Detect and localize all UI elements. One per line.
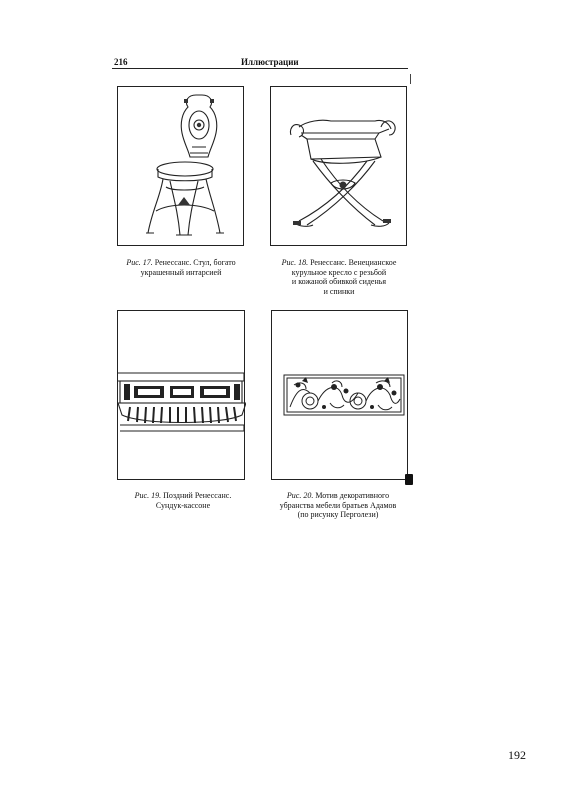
header-rule — [112, 68, 408, 69]
figure-19-label: Рис. 19. — [134, 491, 162, 500]
figure-18-caption-line-1: Ренессанс. Венецианское — [310, 258, 397, 267]
figure-20-caption-line-2: убранства мебели братьев Адамов — [279, 500, 397, 510]
figure-19-frame — [117, 310, 245, 480]
figure-18-caption-line-3: и кожаной обивкой сиденья — [291, 277, 387, 286]
figure-18-caption-line-4: и спинки — [323, 286, 355, 296]
figure-18-caption — [263, 258, 415, 296]
scan-blot — [405, 474, 413, 485]
figure-18-label: Рис. 18. — [281, 258, 309, 267]
figure-19-caption — [108, 491, 258, 510]
figure-20-label: Рис. 20. — [286, 491, 314, 500]
renaissance-chair-illustration — [118, 87, 245, 247]
figure-20-caption-line-3: (по рисунку Перголези) — [297, 510, 379, 519]
figure-17-caption — [106, 258, 256, 277]
figure-17-frame — [117, 86, 244, 246]
curule-chair-illustration — [271, 87, 408, 247]
figure-19-caption-line-2: Сундук-кассоне — [155, 500, 211, 510]
cassone-chest-illustration — [118, 311, 246, 481]
figure-17-label: Рис. 17. — [126, 258, 153, 267]
figure-18-caption-line-2: курульное кресло с резьбой — [291, 267, 387, 277]
folio-page-number: 192 — [508, 748, 526, 762]
figure-20-caption — [262, 491, 414, 520]
figure-17-caption-line-1: Ренессанс. Стул, богато — [154, 258, 236, 267]
figure-20-frame — [271, 310, 408, 480]
figure-20-caption-line-1: Мотив декоративного — [315, 491, 390, 500]
figure-18-frame — [270, 86, 407, 246]
figure-19-caption-line-1: Поздний Ренессанс. — [163, 491, 232, 500]
header-section-title: Иллюстрации — [241, 57, 299, 67]
header-page-number: 216 — [114, 57, 128, 67]
scan-mark — [410, 74, 411, 84]
figure-17-caption-line-2: украшенный интарсией — [140, 267, 222, 277]
ornament-frieze-illustration — [272, 311, 409, 481]
